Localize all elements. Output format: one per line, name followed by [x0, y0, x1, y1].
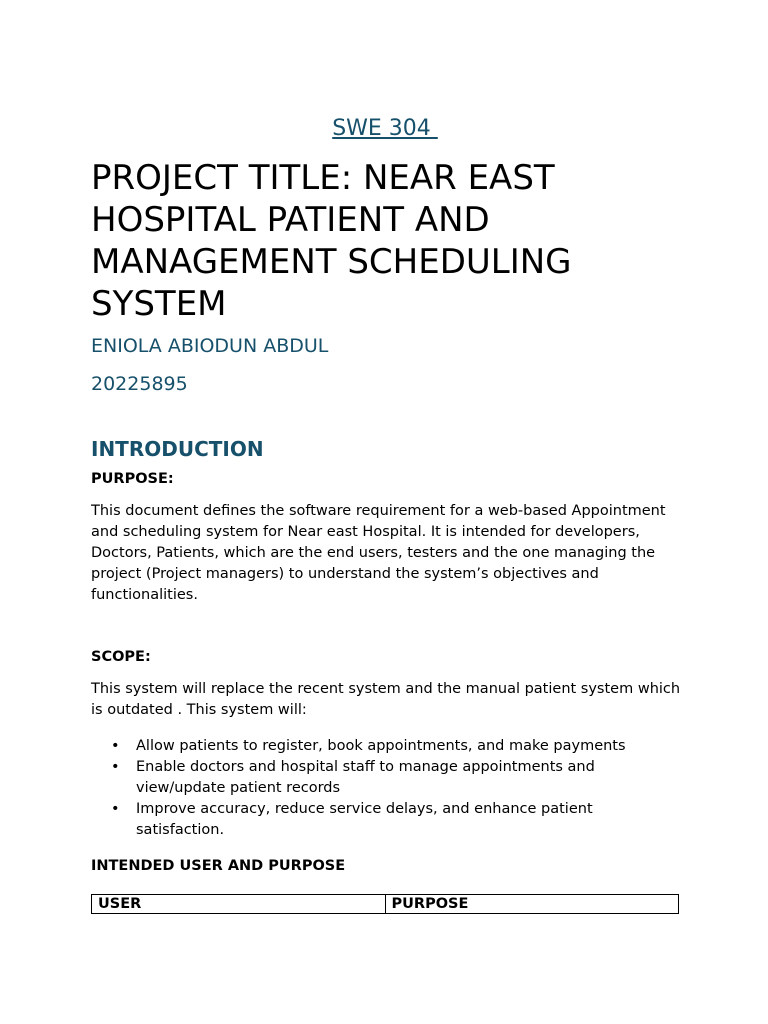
- list-item: [91, 736, 681, 757]
- course-code: SWE 304: [332, 116, 438, 141]
- project-title: PROJECT TITLE: NEAR EAST HOSPITAL PATIENT AND MANAGEMENT SCHEDULING SYSTEM: [91, 158, 572, 324]
- bullet-icon: •: [111, 759, 120, 775]
- student-id: 20225895: [91, 373, 188, 395]
- intended-user-label: INTENDED USER AND PURPOSE: [91, 858, 346, 874]
- list-item-text: Improve accuracy, reduce service delays, and enhance patient satisfaction.: [136, 801, 593, 838]
- list-item-text: Enable doctors and hospital staff to manage appointments and view/update patient records: [136, 759, 595, 796]
- author-name: ENIOLA ABIODUN ABDUL: [91, 335, 329, 357]
- user-purpose-table: [91, 894, 679, 914]
- purpose-label: PURPOSE:: [91, 471, 174, 487]
- bullet-icon: •: [111, 801, 120, 817]
- table-header-row: [92, 895, 679, 914]
- scope-text: This system will replace the recent system and the manual patient system which is outdated . This system will:: [91, 681, 681, 718]
- table-header-user: USER: [92, 895, 386, 914]
- list-item: [91, 799, 681, 841]
- table-header-purpose: PURPOSE: [385, 895, 679, 914]
- introduction-heading: INTRODUCTION: [91, 437, 264, 461]
- scope-list: [91, 736, 681, 841]
- bullet-icon: •: [111, 738, 120, 754]
- list-item: [91, 757, 681, 799]
- purpose-text: This document defines the software requirement for a web-based Appointment and scheduling system for Near east Hospital. It is intended for developers, Doctors, Patients, which are the end users, testers and the one managing the project (Project managers) to understand the system’s objectives and functionalities.: [91, 503, 666, 603]
- scope-label: SCOPE:: [91, 649, 151, 665]
- list-item-text: Allow patients to register, book appointments, and make payments: [136, 738, 626, 754]
